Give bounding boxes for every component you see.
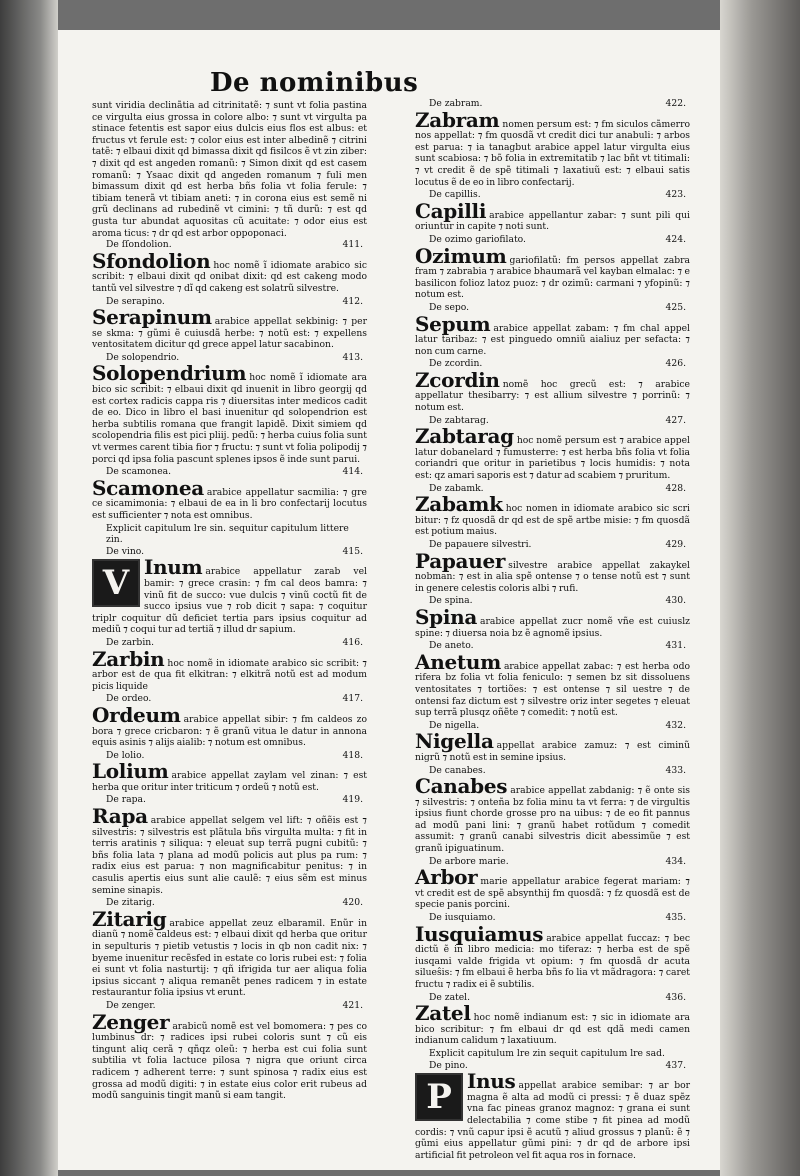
page-edge xyxy=(720,0,800,1176)
entry-number: 411. xyxy=(342,239,363,251)
entry-number: 415. xyxy=(342,545,363,557)
paragraph: sunt viridia declinãtia ad citrinitatẽ: ⁊ sunt vt folia pastina ce virgulta eius grossa in colore albo: ⁊ sunt vt virgulta pa stinace fetentis est sapor eius dulcis eius flos est albus: et fructus vt ferule est: ⁊ color eius est inter albedinẽ ⁊ citrini tatẽ: ⁊ elbaui dixit qd bimassa dixit qd fisilcos ẽ vt zin ziber: ⁊ dixit qd est angeden romanũ: ⁊ Simon dixit qd est casem romanũ: ⁊ Ysaac dixit qd angeden romanum ⁊ fuli men bimassum dixit qd est herba bñs folia vt folia ferule: ⁊ tibiam tenerã vt tibiam aneti: ⁊ in corona eius est semẽ ni grũ declinans ad rubedinẽ vt cimini: ⁊ tñ durũ: ⁊ est qd gusta tur abundat aquositas cũ acuitate: ⁊ odor eius est aroma ticus: ⁊ dr qd est arbor oppoponaci. xyxy=(92,100,367,239)
section-heading xyxy=(415,1048,690,1060)
heading-text: De ordeo. xyxy=(106,693,152,705)
entry-text: hoc nomẽ ĩ idiomate ara bico sic scribit: ⁊ elbaui dixit qd inuenit in libro georgij qd est cortex radicis cappa ris ⁊ diuersitas inter medicos cadit de eo. Dico in libro el basi inuenitur qd solopendrion est herba subtilis romana que frangit lapidẽ. Dixit simiem qd scolopendria filis est pici pliij. pedũ: ⁊ herba cuius folia sunt vt vermes carent tibia fior ⁊ fructu: ⁊ sunt vt folia polipodij ⁊ porci qd ipsa folia pascunt splenes ipsos ẽ inde sunt parui. xyxy=(92,372,367,465)
heading-text: De nigella. xyxy=(429,719,480,731)
entry-number: 432. xyxy=(665,719,686,731)
dictionary-entry xyxy=(415,311,690,358)
entry-text: marie appellatur arabice fegerat mariam: ⁊ vt credit est de spẽ absynthij fm quosdã: ⁊ fz quosdã est de specie panis porcini. xyxy=(415,876,690,911)
entry-headword: Zarbin xyxy=(92,646,165,671)
entry-text: arabice appellatur zarab vel bamir: ⁊ grece crasin: ⁊ fm cal deos bamra: ⁊ vinũ fit de succo: vue dulcis ⁊ vinũ coctũ fit de succo ipsius vue ⁊ rob dicit ⁊ sapa: ⁊ coquitur triplr coquitur dũ deficiet tertia pars ipsius coquitur ad mediũ ⁊ coqui tur ad tertiã ⁊ illud dr sapium. xyxy=(92,566,367,636)
dictionary-entry xyxy=(92,702,367,749)
dictionary-entry xyxy=(92,248,367,295)
entry-number: 431. xyxy=(665,640,686,652)
right-column xyxy=(415,98,690,1161)
entry-number: 419. xyxy=(342,794,363,806)
entry-text: hoc nomẽ ĩ idiomate arabico sic scribit: ⁊ elbaui dixit qd onibat dixit: qd est cakeng modo tantũ vel silvestre ⁊ dĩ qd cakeng est solatrũ silvestre. xyxy=(92,259,367,294)
entry-number: 413. xyxy=(342,351,363,363)
dictionary-entry xyxy=(415,649,690,719)
heading-text: De aneto. xyxy=(429,640,474,652)
entry-number: 437. xyxy=(665,1059,686,1071)
entry-text: silvestre arabice appellat zakaykel nobman: ⁊ est in alia spẽ ontense ⁊ o tense notũ est ⁊ sunt in genere celestis coloris albi ⁊ rufi. xyxy=(415,559,690,594)
entry-text: appellat arabice zamuz: ⁊ est ciminũ nigrũ ⁊ notũ est in semine ipsius. xyxy=(415,740,690,763)
entry-number: 418. xyxy=(342,749,363,761)
section-heading xyxy=(415,1060,690,1072)
entry-text: nomen persum est: ⁊ fm siculos cãmerro nos appellat: ⁊ fm quosdã vt credit dici tur anabuli: ⁊ arbos est parua: ⁊ ia tanagbut arabice appel latur virgulta eius sunt scabiosa: ⁊ bõ folia in extremitatib ⁊ lac bñt vt titimali: ⁊ vt credit ẽ de spẽ titimali ⁊ laxatiuũ est: ⁊ elbaui satis locutus ẽ de eo in libro confectarij. xyxy=(415,118,690,188)
heading-text: Explicit capitulum lre zin sequit capitulum lre sad. xyxy=(429,1047,665,1059)
heading-text: De lolio. xyxy=(106,749,145,761)
entry-headword: Capilli xyxy=(415,198,487,223)
entry-headword: Lolium xyxy=(92,759,169,784)
entry-number: 412. xyxy=(342,295,363,307)
running-header: De nominibus xyxy=(210,68,419,98)
entry-text: arabice appellat zaylam vel zinan: ⁊ est herba que oritur inter triticum ⁊ ordeũ ⁊ notũ est. xyxy=(92,770,367,793)
entry-text: hoc nomẽ in idiomate arabico sic scribit: ⁊ arbor est de qua fit elkitran: ⁊ elkitrã notũ est ad modum picis liquide xyxy=(92,657,367,692)
entry-text: arabice appellat zeuz elbaramil. Enũr in dianũ ⁊ nomẽ caldeus est: ⁊ elbaui dixit qd herba que oritur in sepulturis ⁊ pietib vetustis ⁊ locis in qb non cadit nix: ⁊ byeme inuenitur recẽsfed in estate co loris rubei est: ⁊ folia ei sunt vt folia nasturtij: ⁊ qñ ifrigida tur aer aliqua folia ipsius siccant ⁊ aliqua remanẽt penes radicem ⁊ in estate restaurantur folia ipsius vt erunt. xyxy=(92,917,367,999)
dictionary-entry xyxy=(92,1009,367,1102)
heading-text: De serapino. xyxy=(106,295,165,307)
decorated-initial-letter: V xyxy=(92,559,140,607)
entry-number: 416. xyxy=(342,636,363,648)
entry-text: gariofilatũ: fm persos appellat zabra fram ⁊ zabrabia ⁊ arabice bhaumarã vel kayban elmalac: ⁊ e basilicon folioz latoz puoz: ⁊ dr ozimũ: carmani ⁊ yfopinũ: ⁊ notum est. xyxy=(415,254,690,301)
entry-number: 423. xyxy=(665,189,686,201)
entry-headword: Zabram xyxy=(415,107,500,132)
entry-text: arabice appellat fuccaz: ⁊ bec dictũ ẽ in libro medicia: mo tiferaz: ⁊ herba est de spẽ iusqami valde frigida vt opium: ⁊ fm quosdã dr acuta silueŝis: ⁊ fm elbaui ẽ herba bñs fo lia vt mãdragora: ⁊ caret fructu ⁊ radix ei ẽ subtilis. xyxy=(415,932,690,990)
heading-text: De pino. xyxy=(429,1059,468,1071)
heading-text: De zarbin. xyxy=(106,636,155,648)
heading-text: De zabram. xyxy=(429,98,483,109)
heading-text: De zabtarag. xyxy=(429,414,489,426)
entry-text: hoc nomẽ persum est ⁊ arabice appel latur dobanelard ⁊ fumusterre: ⁊ est herba bñs folia vt folia coriandri que oritur in parietibus ⁊ locis humidis: ⁊ nota est: qz amari saporis est ⁊ datur ad scabiem ⁊ pruritum. xyxy=(415,435,690,482)
entry-number: 435. xyxy=(665,912,686,924)
book-gutter xyxy=(0,0,58,1176)
entry-text: hoc nomen in idiomate arabico sic scri bitur: ⁊ fz quosdã dr qd est de spẽ artbe misie: ⁊ fm quosdã est potium maius. xyxy=(415,503,690,538)
dictionary-entry xyxy=(92,646,367,693)
heading-text: De iusquiamo. xyxy=(429,912,496,924)
dictionary-entry xyxy=(415,921,690,991)
dictionary-entry xyxy=(415,1071,690,1161)
entry-headword: Ozimum xyxy=(415,243,507,268)
entry-number: 422. xyxy=(665,98,686,109)
entry-text: arabice appellat sibir: ⁊ fm caldeos zo bora ⁊ grece cricbaron: ⁊ ẽ granũ vitua le datur in annona equis asinis ⁊ alijs aialib: ⁊ notum est omnibus. xyxy=(92,713,367,749)
heading-text: De ozimo gariofilato. xyxy=(429,233,526,245)
entry-headword: Ordeum xyxy=(92,702,181,727)
entry-headword: Sepum xyxy=(415,311,491,336)
heading-text: De canabes. xyxy=(429,764,486,776)
entry-headword: Zitarig xyxy=(92,906,167,931)
section-heading xyxy=(92,546,367,558)
entry-headword: Spina xyxy=(415,604,478,629)
dictionary-entry xyxy=(92,806,367,896)
entry-number: 430. xyxy=(665,595,686,607)
dictionary-entry xyxy=(92,906,367,999)
dictionary-entry xyxy=(415,776,690,855)
entry-headword: Papauer xyxy=(415,548,506,573)
heading-text: Explicit capitulum lre sin. sequitur capitulum littere zin. xyxy=(106,522,349,546)
entry-number: 420. xyxy=(342,897,363,909)
entry-number: 425. xyxy=(665,301,686,313)
entry-text: arabicũ nomẽ est vel bomomera: ⁊ pes co lumbinus dr: ⁊ radices ipsi rubei coloris sunt ⁊ cũ eis tingunt aliq cerã ⁊ qñqz oleũ: ⁊ herba est cui folia sunt subtilia vt folia lactuce pilosa ⁊ nigra que oriunt circa radicem ⁊ adherent terre: ⁊ sunt spinosa ⁊ radix eius est grossa ad modũ digiti: ⁊ in estate eius color erit rubeus ad modũ sanguinis tingit manũ si eam tangit. xyxy=(92,1020,367,1102)
dictionary-entry xyxy=(415,198,690,233)
heading-text: De spina. xyxy=(429,595,473,607)
entry-text: arabice appellat selgem vel lift: ⁊ oñẽis est ⁊ silvestris: ⁊ silvestris est plãtula bñs virgulta multa: ⁊ fit in terris aratinis ⁊ siliqua: ⁊ eleuat sup terrã pugni cubitũ: ⁊ bñs folia lata ⁊ plana ad modũ policis aut plus pa rum: ⁊ radix eius est parua: ⁊ non magnificabitur penitus: ⁊ in casulis apertis eius sunt alie caulẽ: ⁊ eius sẽm est minus semine sinapis. xyxy=(92,815,367,896)
entry-text: arabice appellat zucr nomẽ vñe est cuiuslz spine: ⁊ diuersa noia bz ẽ agnomẽ ipsius. xyxy=(415,615,690,639)
heading-text: De papauere silvestri. xyxy=(429,539,532,550)
heading-text: De sepo. xyxy=(429,301,470,313)
section-heading xyxy=(92,523,367,546)
heading-text: De ſſondolion. xyxy=(106,239,172,251)
heading-text: De zatel. xyxy=(429,991,471,1003)
entry-number: 414. xyxy=(342,466,363,478)
entry-text: arabice appellatur sacmilia: ⁊ gre ce sicamimonia: ⁊ elbaui de ea in li bro confectarij locutus est sufficienter ⁊ nota est omnibus. xyxy=(92,486,367,521)
entry-headword: Zatel xyxy=(415,1001,471,1026)
dictionary-entry xyxy=(92,761,367,793)
heading-text: De capillis. xyxy=(429,189,481,201)
entry-text: nomẽ hoc grecũ est: ⁊ arabice appellatur thesibarry: ⁊ est allium silvestre ⁊ porrinũ: ⁊ notum est. xyxy=(415,378,690,414)
dictionary-entry xyxy=(415,867,690,911)
entry-text: arabice appellat zabdanig: ⁊ ẽ onte sis ⁊ silvestris: ⁊ onteña bz folia minu ta vt ferra: ⁊ de virgultis ipsius fiunt chorde grosse pro na uibus: ⁊ de eo fit pannus ad modũ pani lini: ⁊ granũ habet rotũdum ⁊ comedit assumit: ⁊ granũ canabi silvestris dicit abessimũe ⁊ est granũ ipiguatinum. xyxy=(415,785,690,855)
dictionary-entry xyxy=(415,548,690,595)
entry-headword: Scamonea xyxy=(92,475,204,500)
left-column xyxy=(92,100,367,1102)
entry-text: arabice appellantur zabar: ⁊ sunt pili qui oriuntur in capite ⁊ noti sunt. xyxy=(415,209,690,233)
dictionary-entry xyxy=(415,243,690,301)
dictionary-entry xyxy=(415,1003,690,1047)
heading-text: De vino. xyxy=(106,545,145,557)
entry-headword: Zenger xyxy=(92,1009,170,1034)
entry-headword: Iusquiamus xyxy=(415,921,544,946)
dictionary-entry xyxy=(415,494,690,538)
entry-headword: Rapa xyxy=(92,804,148,829)
entry-text: arabice appellat zabam: ⁊ fm chal appel latur taribaz: ⁊ est pinguedo omniũ aialiuz per sefacta: ⁊ non cum carne. xyxy=(415,322,690,357)
dictionary-entry xyxy=(92,363,367,465)
entry-number: 428. xyxy=(665,482,686,494)
entry-headword: Serapinum xyxy=(92,305,212,330)
dictionary-entry xyxy=(415,426,690,481)
entry-headword: Zabtarag xyxy=(415,424,514,449)
entry-text: arabice appellat zabac: ⁊ est herba odo rifera bz folia vt folia feniculo: ⁊ semen bz sit dissoluens ventositates ⁊ tortiões: ⁊ est ontense ⁊ sil uestre ⁊ de ontensi faz dictum est ⁊ silvestre oriz inter segetes ⁊ eleuat sup terrã plusqz oñẽte ⁊ comedit: ⁊ notũ est. xyxy=(415,660,690,719)
entry-headword: Inum xyxy=(144,555,203,580)
entry-number: 433. xyxy=(665,764,686,776)
heading-text: De zitarig. xyxy=(106,897,155,909)
entry-headword: Zcordin xyxy=(415,367,500,392)
dictionary-entry xyxy=(415,604,690,639)
dictionary-entry xyxy=(415,367,690,414)
entry-number: 421. xyxy=(342,999,363,1011)
entry-headword: Sfondolion xyxy=(92,248,211,273)
heading-text: De zabamk. xyxy=(429,482,484,494)
dictionary-entry xyxy=(92,475,367,522)
decorated-initial-letter: P xyxy=(415,1073,463,1121)
entry-number: 427. xyxy=(665,414,686,426)
entry-headword: Canabes xyxy=(415,774,508,799)
entry-number: 426. xyxy=(665,358,686,370)
entry-text: appellat arabice semibar: ⁊ ar bor magna ẽ alta ad modũ ci pressi: ⁊ ẽ duaz spẽz vna fac pineas granoz magnoz: ⁊ grana ei sunt delectabilia ⁊ come stibe ⁊ fit pinea ad modũ cordis: ⁊ vnũ capur ipsi ẽ acutũ ⁊ aliud grossus ⁊ planũ: ẽ ⁊ gũmi eius appellatur gũmi pini: ⁊ dr qd de arbore ipsi artificial fit petroleon vel fit aqua ros in fornace. xyxy=(415,1080,690,1161)
entry-headword: Zabamk xyxy=(415,492,503,517)
entry-headword: Nigella xyxy=(415,729,494,754)
dictionary-entry xyxy=(92,557,367,636)
heading-text: De scamonea. xyxy=(106,466,172,478)
dictionary-entry xyxy=(415,731,690,763)
heading-text: De zenger. xyxy=(106,999,156,1011)
heading-text: De zcordin. xyxy=(429,358,483,370)
heading-text: De rapa. xyxy=(106,794,146,806)
entry-headword: Arbor xyxy=(415,865,478,890)
entry-text: arabice appellat sekbinig: ⁊ per se skma: ⁊ gũmi ẽ cuiusdã herbe: ⁊ notũ est: ⁊ expellens ventositatem dicitur qd grece appel latur sacabinon. xyxy=(92,316,367,351)
dictionary-entry xyxy=(415,107,690,189)
heading-text: De solopendrio. xyxy=(106,351,180,363)
entry-number: 424. xyxy=(665,233,686,245)
entry-text: hoc nomẽ indianum est: ⁊ sic in idiomate ara bico scribitur: ⁊ fm elbaui dr qd est qdã medi camen indianum calidum ⁊ laxatiuum. xyxy=(415,1012,690,1047)
entry-headword: Anetum xyxy=(415,649,501,674)
entry-number: 429. xyxy=(665,539,686,550)
entry-headword: Inus xyxy=(467,1069,516,1094)
entry-headword: Solopendrium xyxy=(92,361,247,386)
entry-number: 436. xyxy=(665,991,686,1003)
dictionary-entry xyxy=(92,307,367,351)
entry-number: 417. xyxy=(342,693,363,705)
heading-text: De arbore marie. xyxy=(429,855,509,867)
entry-number: 434. xyxy=(665,855,686,867)
